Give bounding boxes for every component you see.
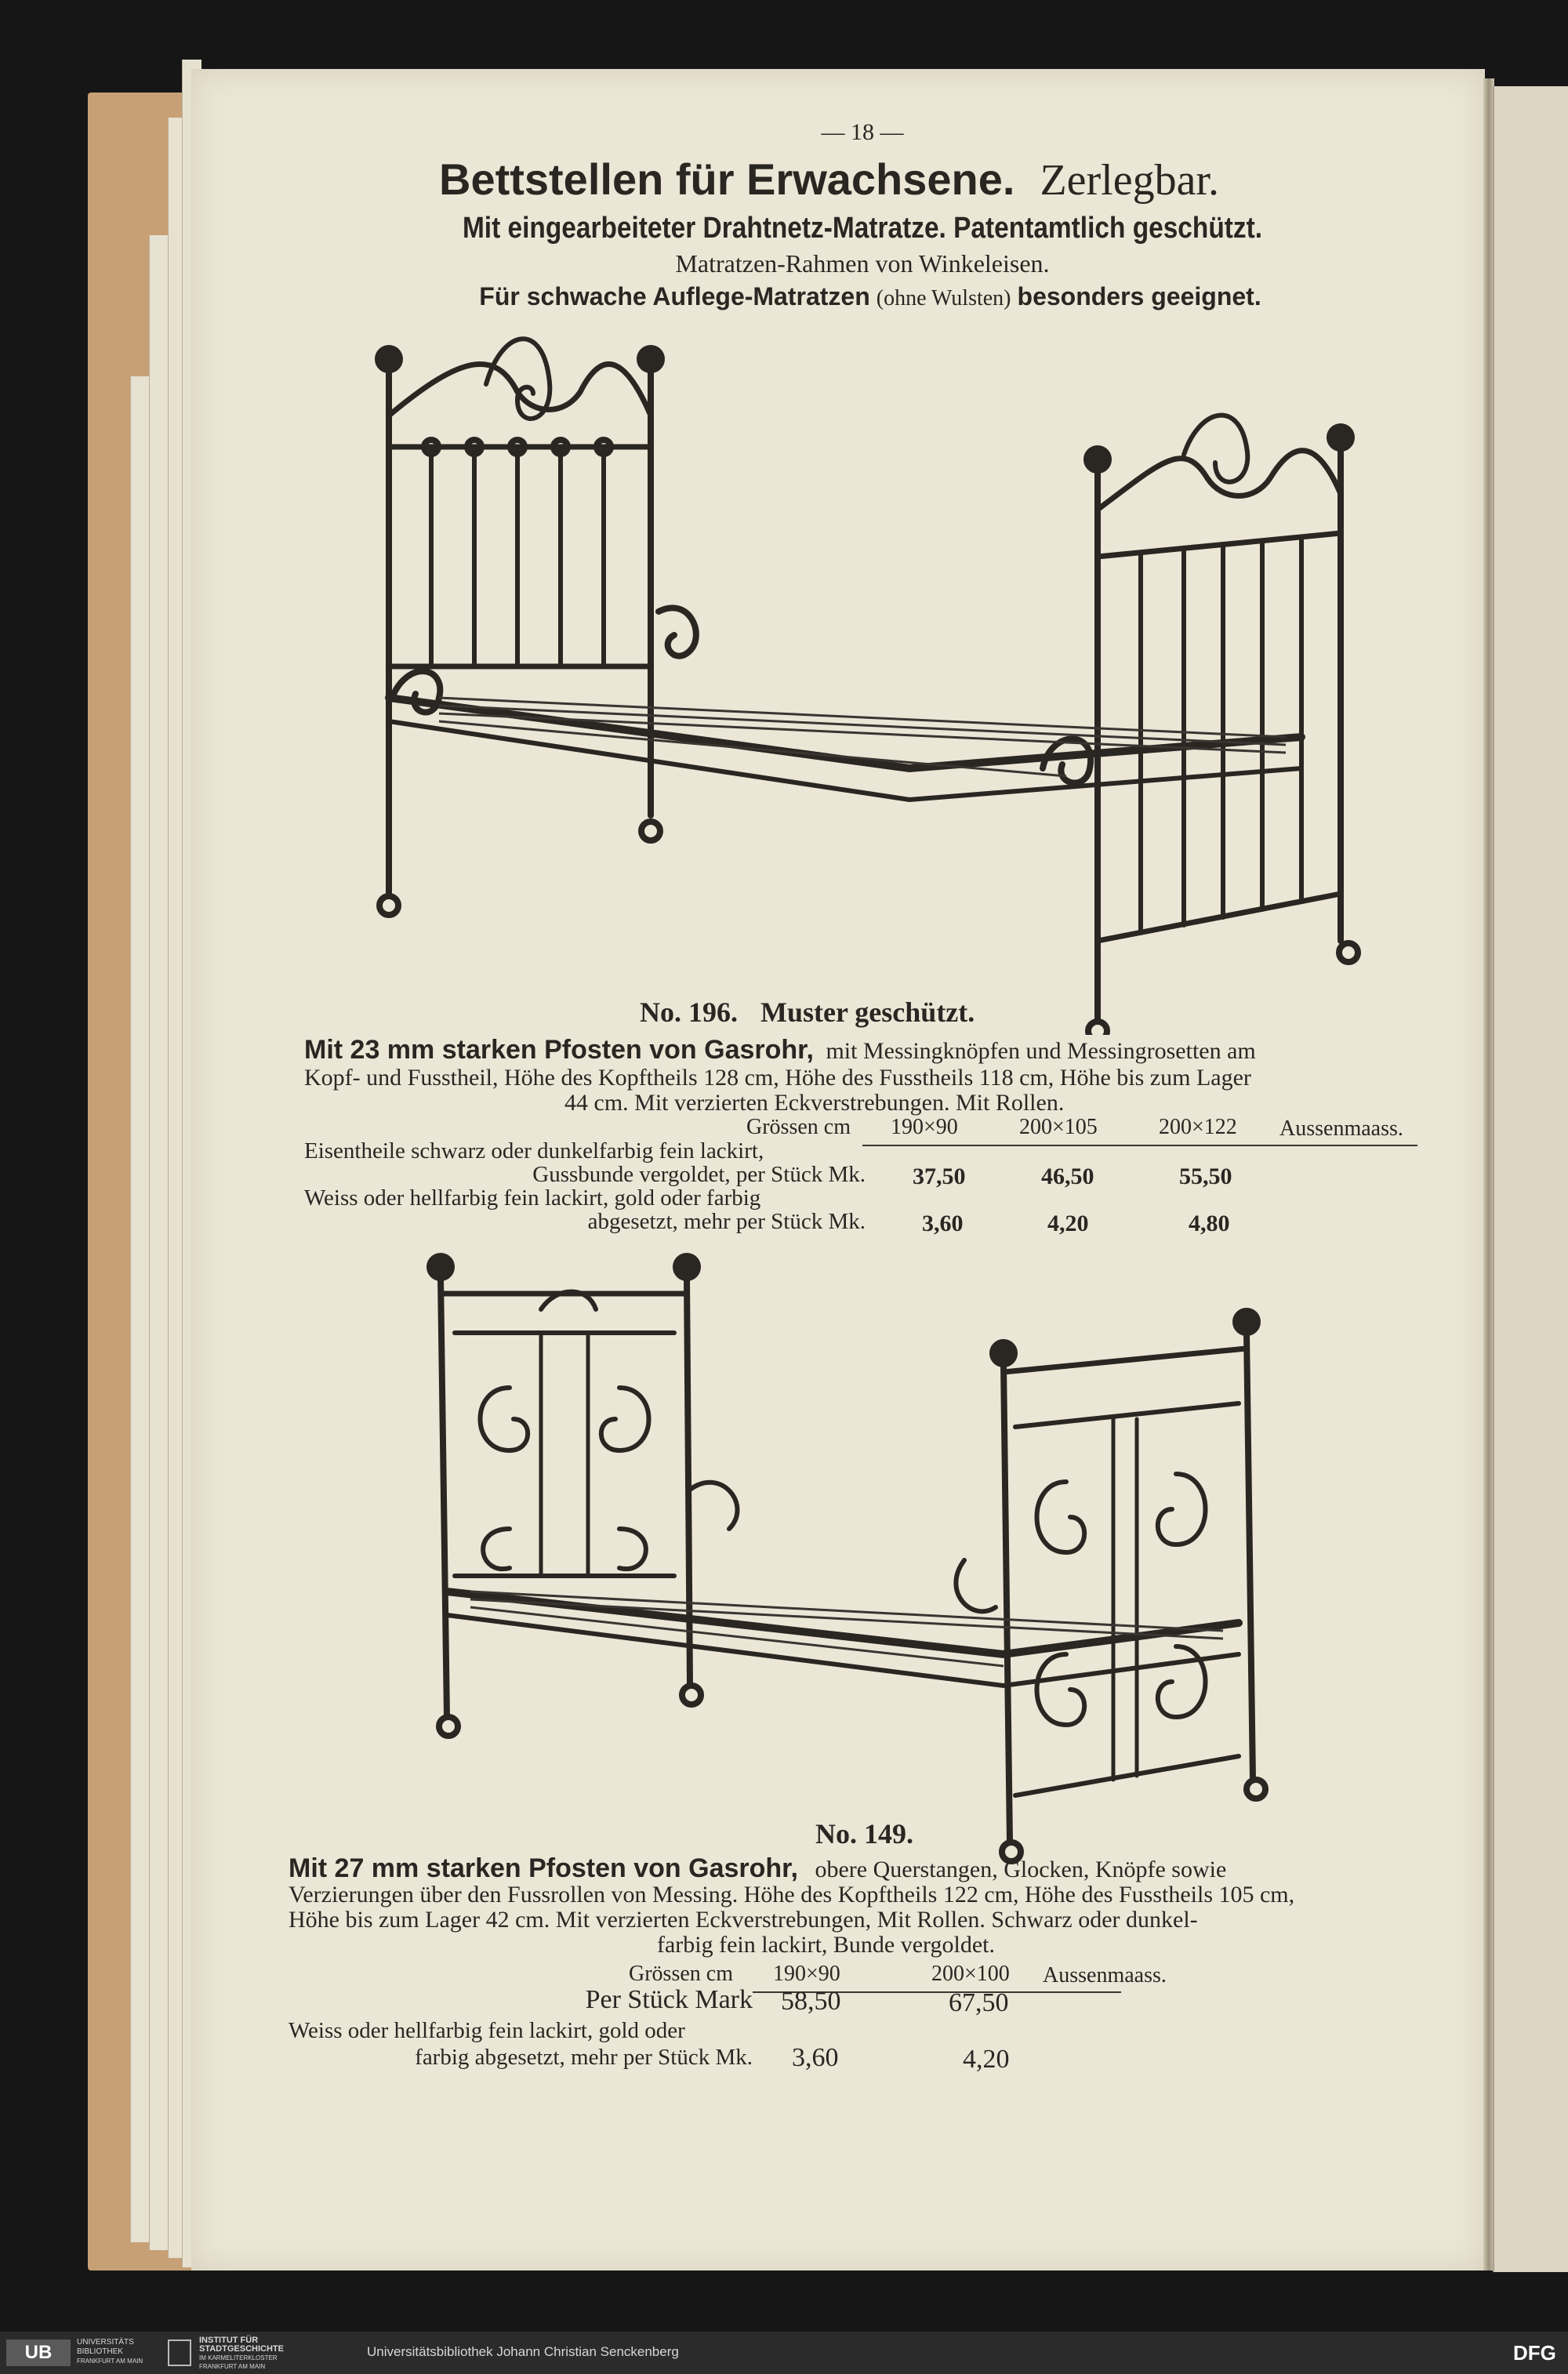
subtitle3-b: (ohne Wulsten)	[876, 286, 1011, 310]
product-196-desc-bold: Mit 23 mm starken Pfosten von Gasrohr,	[304, 1035, 814, 1065]
ub-name	[77, 2338, 143, 2366]
product-196-sizes-label: Grössen cm	[746, 1115, 851, 1139]
product-196-note: Muster geschützt.	[760, 996, 975, 1028]
product-196-number: No. 196.	[640, 996, 738, 1028]
product-196-desc-line2: Kopf- und Fusstheil, Höhe des Kopftheils 128 cm, Höhe des Fusstheils 118 cm, Höhe bis zum Lager	[304, 1065, 1251, 1091]
institute-logo-icon	[168, 2340, 191, 2366]
product-149-desc-line2: Verzierungen über den Fussrollen von Messing. Höhe des Kopftheils 122 cm, Höhe des Fusstheils 105 cm,	[289, 1882, 1295, 1908]
bed-149-illustration	[423, 1247, 1317, 1866]
product-196-size-1: 190×90	[891, 1115, 958, 1139]
subtitle-geeignet	[345, 282, 1396, 311]
product-196-row1-line2: Gussbunde vergoldet, per Stück Mk.	[532, 1162, 866, 1187]
product-149-size-1: 190×90	[773, 1962, 840, 1986]
product-149-row2-line1: Weiss oder hellfarbig fein lackirt, gold oder	[289, 2018, 685, 2043]
product-149-desc-bold: Mit 27 mm starken Pfosten von Gasrohr,	[289, 1853, 798, 1883]
product-196-size-2: 200×105	[1019, 1115, 1098, 1139]
ub-logo-text: UB	[24, 2342, 53, 2363]
product-196-row1-price-2: 46,50	[1041, 1163, 1094, 1189]
product-196-desc-line1	[304, 1035, 1256, 1065]
product-149-sizes-suffix: Aussenmaass.	[1043, 1963, 1167, 1987]
subtitle3-a: Für schwache Auflege-Matratzen	[479, 282, 870, 310]
product-196-row2-price-1: 3,60	[922, 1211, 964, 1236]
footer-bar	[0, 2332, 1568, 2374]
institute-line1: INSTITUT FÜR	[199, 2336, 259, 2345]
product-196-row1-line1: Eisentheile schwarz oder dunkelfarbig fein lackirt,	[304, 1138, 764, 1163]
bed-196-illustration	[361, 329, 1364, 1035]
page-number: — 18 —	[821, 119, 904, 145]
product-196-desc-line3: 44 cm. Mit verzierten Eckverstrebungen. Mit Rollen.	[564, 1090, 1065, 1116]
product-149-desc-line4: farbig fein lackirt, Bunde vergoldet.	[657, 1932, 995, 1958]
product-149-number: No. 149.	[815, 1818, 913, 1849]
product-196-desc-text1: mit Messingknöpfen und Messingrosetten am	[826, 1038, 1256, 1064]
institute-line2: STADTGESCHICHTE	[199, 2344, 284, 2354]
product-196-row2-line1: Weiss oder hellfarbig fein lackirt, gold oder farbig	[304, 1185, 761, 1211]
product-196-row2-line2: abgesetzt, mehr per Stück Mk.	[587, 1209, 866, 1234]
product-196-row1-price-3: 55,50	[1179, 1163, 1232, 1189]
title-main: Bettstellen für Erwachsene.	[439, 154, 1015, 204]
product-196-row2-price-3: 4,80	[1189, 1211, 1230, 1236]
product-196-row1-price-1: 37,50	[913, 1163, 966, 1189]
product-196-size-3: 200×122	[1159, 1115, 1237, 1139]
institute-line3: IM KARMELITERKLOSTER	[199, 2354, 278, 2361]
product-149-row1-label: Per Stück Mark	[585, 1985, 753, 2014]
ub-line3: FRANKFURT AM MAIN	[77, 2358, 143, 2365]
product-149-desc-text1: obere Querstangen, Glocken, Knöpfe sowie	[815, 1857, 1227, 1882]
subtitle3-c: besonders geeignet.	[1017, 282, 1261, 310]
product-196-row2-price-2: 4,20	[1047, 1211, 1089, 1236]
library-name: Universitätsbibliothek Johann Christian Senckenberg	[367, 2344, 679, 2359]
ub-line2: BIBLIOTHEK	[77, 2347, 123, 2356]
product-149-sizes-label: Grössen cm	[629, 1962, 733, 1986]
product-149-row2-price-2: 4,20	[963, 2045, 1010, 2074]
facing-page	[1493, 86, 1568, 2272]
product-196-sizes-suffix: Aussenmaass.	[1279, 1116, 1403, 1141]
product-149-desc-line3: Höhe bis zum Lager 42 cm. Mit verzierten Eckverstrebungen, Mit Rollen. Schwarz oder dunkel-	[289, 1907, 1198, 1933]
subtitle-matratze: Mit eingearbeiteter Drahtnetz-Matratze. Patentamtlich geschützt.	[462, 212, 1263, 245]
title-sub: Zerlegbar.	[1040, 156, 1219, 205]
subtitle-rahmen: Matratzen-Rahmen von Winkeleisen.	[675, 249, 1050, 278]
product-149-row1-price-1: 58,50	[781, 1987, 841, 2016]
product-196-sizes-rule	[862, 1145, 1417, 1146]
dfg-logo: DFG	[1513, 2341, 1556, 2365]
product-149-desc-line1	[289, 1853, 1226, 1884]
page-title	[439, 154, 1348, 205]
product-196-caption	[640, 996, 975, 1029]
product-149-size-2: 200×100	[931, 1962, 1010, 1986]
product-149-row2-line2: farbig abgesetzt, mehr per Stück Mk.	[415, 2045, 753, 2070]
ub-line1: UNIVERSITÄTS	[77, 2338, 134, 2347]
institute-line4: FRANKFURT AM MAIN	[199, 2363, 266, 2370]
product-149-row2-price-1: 3,60	[792, 2043, 839, 2072]
ub-logo	[6, 2340, 71, 2366]
institute-name	[199, 2336, 284, 2371]
product-149-row1-price-2: 67,50	[949, 1988, 1009, 2017]
